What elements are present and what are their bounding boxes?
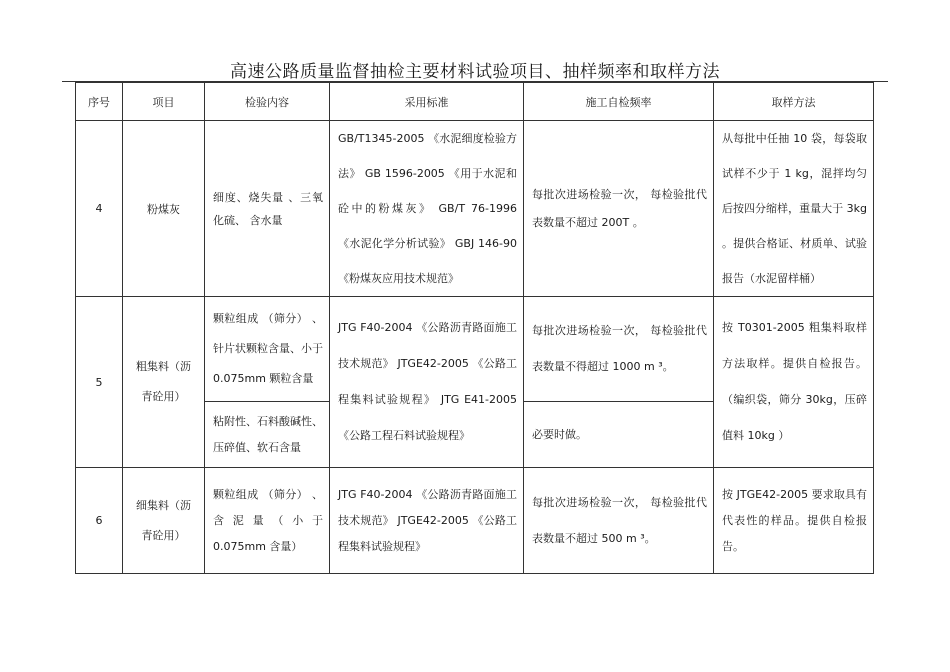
row-content: 细度、烧失量 、三氧化硫、 含水量 (205, 121, 330, 297)
row-method: 从每批中任抽 10 袋，每袋取试样不少于 1 kg，混拌均匀后按四分缩样，重量大于 3kg 。提供合格证、材质单、试验报告（水泥留样桶） (714, 121, 874, 297)
row-item: 细集料（沥青砼用） (123, 468, 205, 574)
header-no: 序号 (76, 83, 123, 121)
table-row (76, 297, 874, 402)
row-content-b: 粘附性、石料酸碱性、压碎值、软石含量 (205, 402, 330, 468)
row-frequency: 每批次进场检验一次， 每检验批代表数量不超过 500 m ³。 (524, 468, 714, 574)
header-standard: 采用标准 (330, 83, 524, 121)
header-frequency: 施工自检频率 (524, 83, 714, 121)
row-standard: JTG F40-2004 《公路沥青路面施工技术规范》 JTGE42-2005 《公路工程集料试验规程》 JTG E41-2005 《公路工程石料试验规程》 (330, 297, 524, 468)
row-item: 粉煤灰 (123, 121, 205, 297)
header-content: 检验内容 (205, 83, 330, 121)
table-row (76, 121, 874, 297)
table-header-row (76, 83, 874, 121)
header-item: 项目 (123, 83, 205, 121)
table-row (76, 468, 874, 574)
row-method: 按 T0301-2005 粗集料取样方法取样。提供自检报告。 （编织袋，筛分 30kg，压碎值料 10kg ） (714, 297, 874, 468)
inspection-table (75, 82, 874, 574)
document-title: 高速公路质量监督抽检主要材料试验项目、抽样频率和取样方法 (230, 62, 720, 82)
row-frequency-b: 必要时做。 (524, 402, 714, 468)
row-method: 按 JTGE42-2005 要求取具有代表性的样品。提供自检报告。 (714, 468, 874, 574)
row-standard: GB/T1345-2005 《水泥细度检验方法》 GB 1596-2005 《用于水泥和砼中的粉煤灰》 GB/T 76-1996 《水泥化学分析试验》 GBJ 146-90 《粉煤灰应用技术规范》 (330, 121, 524, 297)
row-no: 4 (76, 121, 123, 297)
row-no: 5 (76, 297, 123, 468)
row-standard: JTG F40-2004 《公路沥青路面施工技术规范》 JTGE42-2005 《公路工程集料试验规程》 (330, 468, 524, 574)
header-method: 取样方法 (714, 83, 874, 121)
row-content: 颗粒组成 （筛分） 、含泥量（小于 0.075mm 含量） (205, 468, 330, 574)
row-content-a: 颗粒组成 （筛分） 、针片状颗粒含量、小于 0.075mm 颗粒含量 (205, 297, 330, 402)
row-item: 粗集料（沥青砼用） (123, 297, 205, 468)
row-frequency-a: 每批次进场检验一次， 每检验批代表数量不得超过 1000 m ³。 (524, 297, 714, 402)
row-no: 6 (76, 468, 123, 574)
row-frequency: 每批次进场检验一次， 每检验批代表数量不超过 200T 。 (524, 121, 714, 297)
